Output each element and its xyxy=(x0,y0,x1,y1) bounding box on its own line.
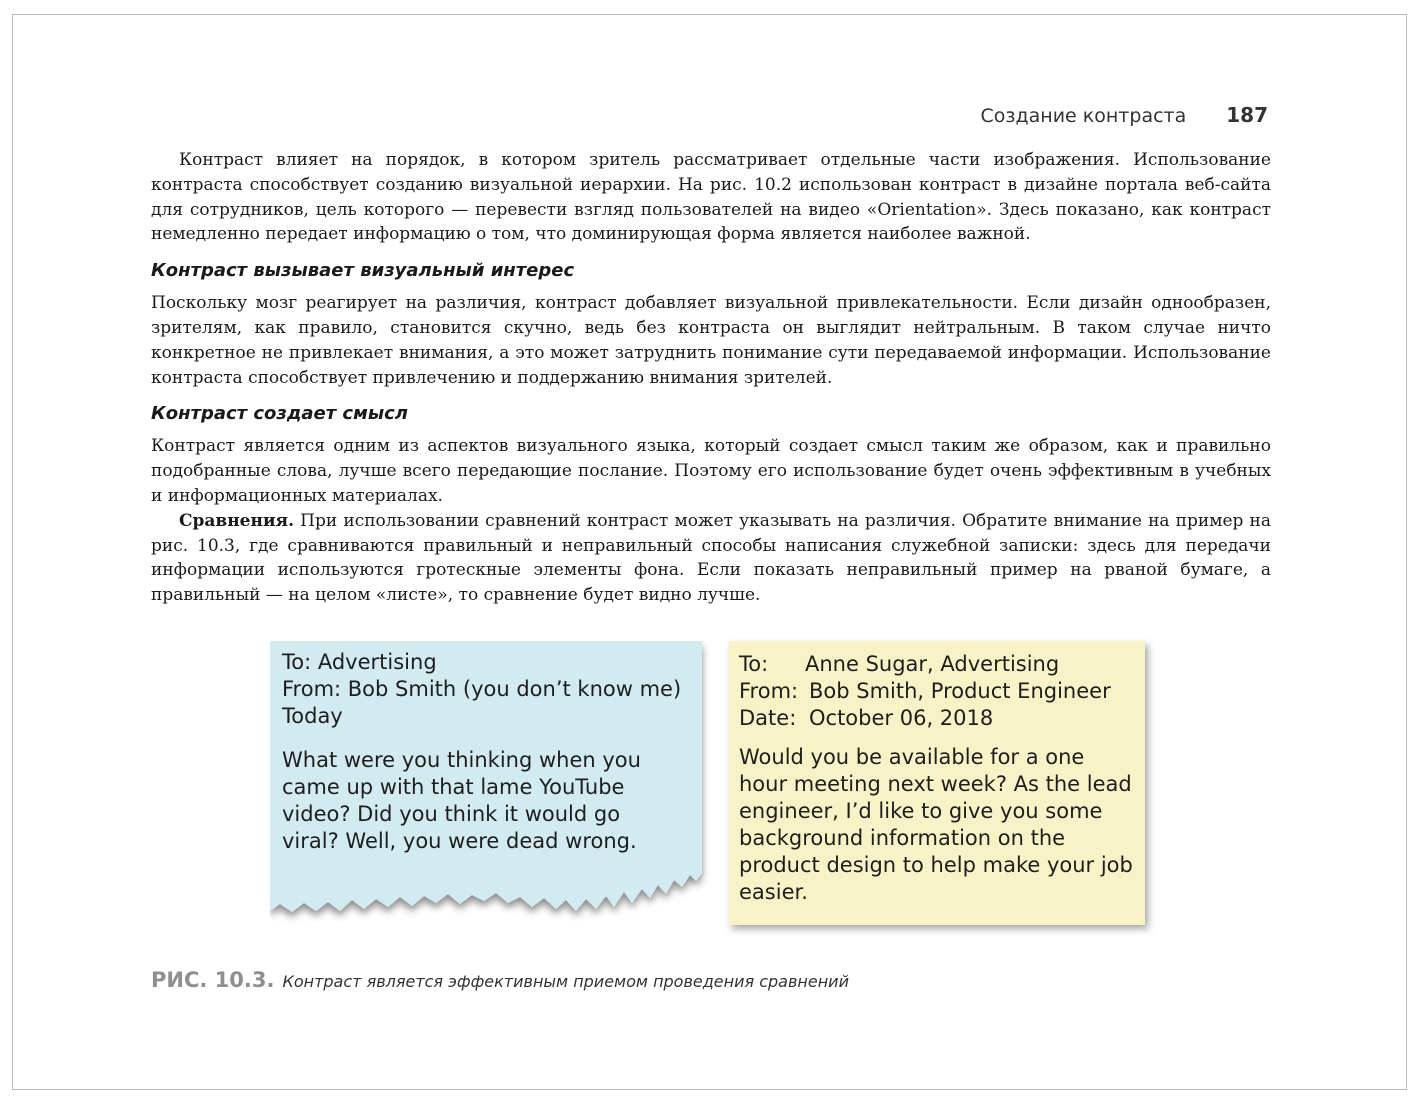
section2-heading: Контраст создает смысл xyxy=(151,403,408,425)
intact-paper-memo xyxy=(729,641,1145,925)
torn-memo-body-line: came up with that lame YouTube xyxy=(282,775,625,799)
intact-memo-body-line: product design to help make your job xyxy=(739,853,1133,877)
date-value: October 06, 2018 xyxy=(809,706,994,730)
page-number: 187 xyxy=(1226,103,1268,127)
from-value: Bob Smith, Product Engineer xyxy=(809,679,1111,703)
intact-memo-to-row xyxy=(739,651,1139,678)
section1-heading: Контраст вызывает визуальный интерес xyxy=(151,260,575,282)
intact-memo-date-row xyxy=(739,705,1139,732)
to-label: To: xyxy=(739,652,769,676)
body-text xyxy=(151,148,1271,608)
torn-memo-date: Today xyxy=(282,704,343,728)
comparisons-paragraph xyxy=(151,509,1271,608)
caption-label: РИС. 10.3. xyxy=(151,968,275,992)
torn-memo-to: To: Advertising xyxy=(282,650,437,674)
intact-memo-body-line: Would you be available for a one xyxy=(739,745,1085,769)
figure-10-3 xyxy=(270,641,1160,941)
comparisons-lead: Сравнения. xyxy=(179,510,295,531)
intact-memo-body-line: easier. xyxy=(739,880,808,904)
book-page xyxy=(12,14,1407,1090)
to-value: Anne Sugar, Advertising xyxy=(805,652,1060,676)
torn-paper-memo xyxy=(270,641,700,919)
torn-memo-body-line: viral? Well, you were dead wrong. xyxy=(282,829,637,853)
torn-memo-body-line: What were you thinking when you xyxy=(282,748,641,772)
comparisons-text: При использовании сравнений контраст может указывать на различия. Обратите внимание на пример на рис. 10.3, где сравниваются правильный и неправильный способы написания служебной записки: здесь для передачи информации используются гротескные элементы фона. Если показать неправильный пример на рваной бумаге, а правильный — на целом «листе», то сравнение будет видно лучше. xyxy=(151,510,1271,606)
intact-memo-from-row xyxy=(739,678,1139,705)
torn-memo-content xyxy=(282,649,692,855)
intact-memo-body-line: engineer, I’d like to give you some xyxy=(739,799,1103,823)
torn-memo-from: From: Bob Smith (you don’t know me) xyxy=(282,677,682,701)
torn-memo-body-line: video? Did you think it would go xyxy=(282,802,621,826)
figure-caption xyxy=(151,968,849,992)
section1-paragraph: Поскольку мозг реагирует на различия, контраст добавляет визуальной привлекательности. Если дизайн однообразен, зрителям, как правило, становится скучно, ведь без контраста он выглядит нейтральным. В таком случае ничто конкретное не привлекает внимания, а это может затруднить понимание сути передаваемой информации. Использование контраста способствует привлечению и поддержанию внимания зрителей. xyxy=(151,293,1271,388)
section2-paragraph: Контраст является одним из аспектов визуального языка, который создает смысл таким же образом, как и правильно подобранные слова, лучше всего передающие послание. Поэтому его использование будет очень эффективным в учебных и информационных материалах. xyxy=(151,436,1271,506)
date-label: Date: xyxy=(739,706,797,730)
from-label: From: xyxy=(739,679,799,703)
intro-paragraph: Контраст влияет на порядок, в котором зритель рассматривает отдельные части изображения. Использование контраста способствует созданию визуальной иерархии. На рис. 10.2 использован контраст в дизайне портала веб-сайта для сотрудников, цель которого — перевести взгляд пользователей на видео «Orientation». Здесь показано, как контраст немедленно передает информацию о том, что доминирующая форма является наиболее важной. xyxy=(151,150,1271,245)
intact-memo-body-line: hour meeting next week? As the lead xyxy=(739,772,1132,796)
intact-memo-content xyxy=(739,651,1139,906)
running-title: Создание контраста xyxy=(980,105,1187,127)
intact-memo-body-line: background information on the xyxy=(739,826,1066,850)
caption-text: Контраст является эффективным приемом проведения сравнений xyxy=(282,972,849,991)
running-head xyxy=(981,103,1268,127)
